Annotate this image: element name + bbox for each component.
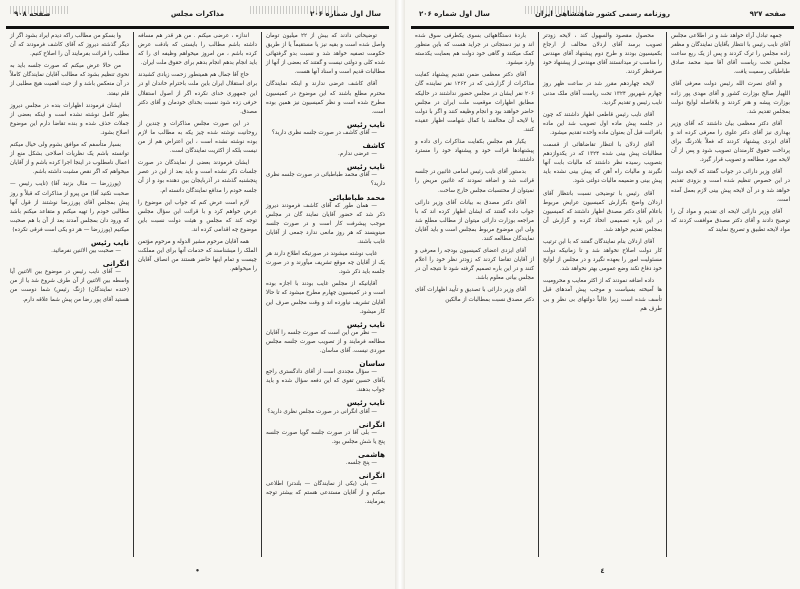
left-columns xyxy=(6,32,389,557)
paragraph: — بلی آقا در صورت جلسه گویا صورت جلسه پنج یا شش مجلس بود. xyxy=(266,429,385,445)
paragraph: — همان طور که آقای کاشف فرمودند دیروز ذکر شد که حضور آقایان نمایند گان در مجلس موجب پیشرفت کار است و در صورت جلسه مینویسند که هر روز مانعی ندارد جمعی از آقایان غایب باشند. xyxy=(266,202,385,245)
paragraph: آقای وزیر دارائی لایحه ای تقدیم و مواد آن را توضیح دادند و آقای دکتر مصدق موافقت کردند که مواد لایحه تطبیق و تصریح نمایند که xyxy=(671,208,790,233)
paragraph: آقای نایب رئیس قاطعی اظهار داشتند که چون در جلسه پیش ماده اول تصویب شد این ماده باقرائت قبل آن بعنوان ماده واحده تقدیم میشود. xyxy=(543,111,662,136)
paragraph: یکبار هم مجلس بکفایت مذاکرات رای داده و پیشنهادها قرائت خود و پیشنهاد خود را مسترد داشتند. xyxy=(415,139,534,164)
speaker-name: نایب رئیس xyxy=(346,162,385,172)
paragraph: (پورزرضا — مثال بزنید آقا) (نایب رئیس — صحبت نکنید آقا) من پیرو از مذاکرات که قبلاً و روز پیش بمجلس آقای پورزرضا نوشتند از قول آنها مطالبی خودم را تهیه میکنم و متقاعد میکنم باشد که ورود دان بمجلس آمدند بعد از آن با هم صحبت میکنیم (پورزرضا — هر دو یکی است فرقی نکرده) xyxy=(10,181,129,233)
right-page xyxy=(405,0,800,589)
text-column xyxy=(411,32,538,557)
speaker-name: نایب رئیس xyxy=(346,319,385,329)
header-rule xyxy=(6,26,389,29)
paragraph: — آقای انگرانی در صورت مجلس نظری دارید؟ xyxy=(267,408,377,415)
paragraph: — آقای محمد طباطبائی در صورت جلسه نظری دارید؟ xyxy=(266,172,385,188)
paragraph: و آقای نصرت الله رئیس دولت معرفی آقای اللهیار صالح بوزارت کشور و آقای مهدی پور زاده بوزارت پیشه و هنر کردند و بلافاصله لوایح دولت بمجلس تقدیم شد. xyxy=(671,81,790,115)
paragraph: آقای ایزدی اعضای کمیسیون بودجه را معرفی و از آقایان تقاضا کردند که زودتر نظر خود را اعلام کنند و در این باره تصمیم گرفته شود تا نتیجه آن در مجلس بیانی معلوم باشد. xyxy=(415,248,534,282)
paragraph: — بلی (یکی از نمایندگان — بلندتر) اطلاعی میکنم و از آقایان مستدعی هستم که بیشتر توجه بفرمایند. xyxy=(266,481,385,506)
speaker-name: انگرانی xyxy=(102,259,129,269)
right-running-head xyxy=(411,10,794,24)
paragraph: — آقای کاشف در صورت جلسه نظری دارید؟ xyxy=(271,129,377,136)
page-folio: ٤ xyxy=(600,567,605,575)
paragraph: بسیار متأسفم که موافق بشوم ولی خیال میکنم توانسته باشم یک نظریات اصلاحی بشکل منع از اعمال نامطلوب در اینجا اجرا کرده باشم و از آقایان میخواهم که اگر نقص مشیت داشته باشم. xyxy=(10,142,129,176)
speaker-name: کاشف xyxy=(362,141,385,151)
speaker-name: محمد طباطبائی xyxy=(329,192,385,202)
issue-number: سال اول شماره ۲۰۶ xyxy=(310,10,381,18)
text-column xyxy=(133,32,261,557)
paragraph: — آقای نایب رئیس در موضوع بین الاثنین آیا واسطه بین الاثنین از آن طرف شروع شد یا از من (خنده نمایندگان) (زنگ رئیس) شما دوست من هستید آقای پور رضا من پیش شما علاقه دارم. xyxy=(10,269,129,303)
speaker-name: ساسان xyxy=(359,359,385,369)
paragraph: غایب نوشته میشوند در صورتیکه اطلاع دارند هر یک از آقایان چه موقع تشریف میآورند و در صورت جلسه باید ذکر شود. xyxy=(266,251,385,276)
paragraph: — پنج جلسه. xyxy=(345,460,377,467)
paragraph: لایحه چهاردهم مقرر شد در ساعت ظهر روز چهارم شهریور ۱۳۲۴ تحت ریاست آقای ملک مدنی نایب رئیس و تقدیم گردید. xyxy=(543,81,662,106)
paragraph: بدستور آقای نایب رئیس اسامی غائبین در جلسه قرائت شد و اضافه نمودند که غائبین مریض را نمیتوان از محتسبات مجلس خارج ساخت. xyxy=(415,169,534,194)
paragraph: لازم است عرض کنم که جواب این موضوع را عرض خواهم کرد و با قرائت این سؤال مجلس توجه کند که مجلس و هیئت دولت نسبت باین موضوع چه اقدامی کرده اند. xyxy=(138,199,257,233)
speaker-name: نایب رئیس xyxy=(90,237,129,247)
text-column xyxy=(666,32,794,557)
paragraph: — عرضی ندارم. xyxy=(338,151,377,158)
paragraph: توضیحاتی دادند که بیش از ۲۲ میلیون تومان واصل شده است و بقیه نیز یا مستقیماً یا از طریق حکومت تصفیه خواهد شد و نسبت بدو گرفتهائی شده کلی و دولتی نیست و گفتند که بعضی از آنها از مطالبات قدیم است و اسناد آنها هست. xyxy=(266,33,385,76)
right-columns xyxy=(411,32,794,557)
paragraph: آقای وزیر دارائی با تصدیق و تأیید اظهارات آقای دکتر مصدق نسبت بمطالبات از مالکین xyxy=(415,287,534,303)
speaker-name: هاشمی xyxy=(358,449,385,459)
left-running-head xyxy=(6,10,389,24)
paragraph: آقای دکتر مصدق به بیانات آقای وزیر دارائی جواب داده گفتند که ایشان اظهار کرده اند که با مراجعه بوزارت دارائی میتوان از مطالب مطلع شد ولی این موضوع مربوط بمجلس است و باید آقایان نمایندگان مطالعه کنند. xyxy=(415,199,534,242)
paragraph: اندازه ، عرضی میکنم . من هر قدر هم مسافه داشته باشم مطالب را بایستی که بادقت عرض کرده باشم ، من امروز میخواهم وظیفه ای را که باید انجام بدهم انجام بدهم برای حقوق ملت ایران. xyxy=(138,33,257,67)
left-page xyxy=(0,0,395,589)
speaker-name: نایب رئیس xyxy=(346,119,385,129)
paragraph: آقای وزیر دارائی در جواب گفتند که لایحه دولت در این خصوص تنظیم شده است و بزودی تقدیم خواهد شد و در آن لایحه پیش بینی لازم بعمل آمده است. xyxy=(671,169,790,203)
page-folio: • xyxy=(195,567,200,575)
paragraph: ایشان فرمودند اظهارات بنده در مجلس دیروز بطور کامل نوشته نشده است و اینکه بعضی از جملات حذف شده و بنده تقاضا دارم این موضوع اصلاح بشود. xyxy=(10,102,129,136)
paragraph: وا بسکو من مطالب راکه دیدم ایراد بشود اگر از دیگر گذشته دیروز که آقای کاشف فرمودند که آن مطلب را قرائت بفرمایند آن را اصلاح کنیم. xyxy=(10,33,129,58)
header-rule xyxy=(411,26,794,29)
paragraph: آقای دکتر معظمی ضمن تقدیم پیشنهاد کفایت مذاکرات از گزارشی که در ۱۲۶۲ نفر نماینده گان ۲۰۶ نفر ایشان در مجلس حضور نداشتند در حالیکه مطابق اظهارات موقعیت ملت ایران در مجلس حاضر خواهند بود و انجام وظیفه کنند و اگر با دولت یا لایحه آن مخالفند با کمال شهامت اظهار عقیده کنند. xyxy=(415,72,534,133)
publication-title: روزنامه رسمی کشور شاهنشاهی ایران xyxy=(535,10,670,18)
paragraph: آقای دکتر معظمی بیان داشتند که آقای وزیر بهداری نیز آقای دکتر علوی را معرفی کرده اند و آقای ایزدی پیشنهاد کردند که فعلاً بلادرنگ برای پرداخت حقوق کارمندان تصویب شود و پس از آن لایحه مورد مطالعه و تصویب قرار گیرد. xyxy=(671,120,790,164)
text-column xyxy=(6,32,133,557)
paragraph: ایشان فرمودند بعضی از نمایندگان در صورت جلسات ذکر نشده است و باید بعد از این در عصر پنجشنبه گذشته در آذربایجان بین دهنده بود و از آن جلسه خودم را مدافع نمایندگان دانسته ام. xyxy=(138,160,257,194)
text-column xyxy=(261,32,389,557)
paragraph: باردهٔ دستگاههائی بسوی یکطرفی سوق شده اند و نیز دستجاتی در جراید هست که باین منظور کمک میکنند و گاهی خود دولت هم بعمایت یکدسته وارد میشود. xyxy=(415,33,534,67)
paragraph: حاج آقا جمال هم همینطور زحمت زیادی کشیدند برای استقلال ایران باین ملت باحترام خاندان او در این جمهوری خدای نکرده اگر از اصول استقلال حرفی زده شود نسبت بخدای خودمان و آقای دکتر مصدق. xyxy=(138,72,257,115)
paragraph: همه آقایان مرحوم مشیر الدوله و مرحوم مؤتمن الملک را میشناسند که خدمات آنها برای این مملکت چیست و تمام اینها حاضر هستند من انصاف آقایان را میخواهم. xyxy=(138,238,257,273)
paragraph: آقای اردلان بنام نمایندگان گفتند که با این ترتیب کار دولت اصلاح نخواهد شد و تا زمانیکه دولت مسئولیت امور را بعهده نگیرد و در مجلس از لوایح خود دفاع نکند وضع عمومی بهتر نخواهد شد. xyxy=(543,238,662,273)
speaker-name: نایب رئیس xyxy=(346,398,385,408)
paragraph: — صحبت بین الاثنین نفرمائید. xyxy=(51,248,121,255)
page-number: صفحه ۹۰۸ xyxy=(14,10,51,18)
paragraph: در این صورت مجلس مذاکرات و چندین از روحانیت نوشته شده چیز یکه به مطالب ما لازم بوده نوشته نشده است ، این اعتراض هم از من نیست بلکه از اکثریت نمایندگان است. xyxy=(138,120,257,155)
paragraph: جمهه تبادل آراء خواهد شد و در اطلاعی مجلس آقای نایب رئیس با انتظار بآقایان نمایندگان و مظفر زاده مجلس را ترک کردند و پس از یک ربع ساعت مجلس تحت ریاست آقای آقا سید محمد صادق طباطبائی رسمیت یافت. xyxy=(671,33,790,76)
paragraph: آقایانیکه از مجلس غایب بودند با اجازه بوده است و در کمیسیون چهارم مطرح میشود که تا حالا آقایان تشریف نیاورده اند و وقت مجلس صرف این کار میشود. xyxy=(266,281,385,315)
paragraph: — سؤال مجددی است از آقای دادگستری راجع بآقای حسین تقوی که این دفعه سؤال شده و باید جواب بدهند. xyxy=(266,369,385,394)
paragraph: آقای کاشف عرضی ندارند و اینکه نمایندگان محترم مطلع باشند که این موضوع در کمیسیون مطرح شده است و نظر کمیسیون نیز همین بوده است. xyxy=(266,81,385,115)
section-title: مذاکرات مجلس xyxy=(170,10,225,18)
paragraph: آقای رئیس با توضیحی نسبت بانتظار آقای اردلان واضح بگزارش کمیسیون عرایض مربوط باعلام آقای دکتر مصدق اظهار داشتند که کمیسیون در این باره تصمیمی اتخاذ کرده و گزارش آن بمجلس تقدیم خواهد شد. xyxy=(543,190,662,233)
page-number: صفحه ۹۲۷ xyxy=(749,10,786,18)
issue-number: سال اول شماره ۲۰۶ xyxy=(419,10,490,18)
page-gutter xyxy=(395,0,405,589)
text-column xyxy=(538,32,666,557)
paragraph: داده اضافه نمودند که از اکثر معایب و محرومیت ها آمیخته بسیاست و موجب پیش آمدهای قبل تأسف شده است زیرا غالباً دولتهای بی نظر و بی طرف هم xyxy=(543,278,662,312)
paragraph: — نظر من این است که صورت جلسه را آقایان مطالعه فرمایند و از تصویب صورت جلسه مجلس موردی نیست. آقای ساسان. xyxy=(266,329,385,354)
speaker-name: انگرانی xyxy=(358,419,385,429)
speaker-name: انگرانی xyxy=(358,471,385,481)
paragraph: من حالا عرض میکنم که صورت جلسه باید به نحوی تنظیم بشود که مطالب آقایان نمایندگان کاملاً در آن منعکس باشد و از حیث اهمیت هیچ مطلبی از قلم نیفتد. xyxy=(10,63,129,97)
paragraph: آقای اردلان با انتظار تقاضاهائی از قسمت مطالبات پیش بینی شده ۱۳۲۴ که در یکدوازدهم بتصویب رسیده نظر داشتند که مالیات بابت آنها نگیرند و مالیات راه آهن که پیش بینی نشده باید پیش بینی و ضمیمه مالیات دولتی شود. xyxy=(543,142,662,185)
paragraph: محصول مقصود والسهول کند ، لایحه زودتر تصویب برسد آقای اردلان مخالف از ارجاع بکمیسیون بودند و طرح دوم پیشنهاد آقای مهندس را مناسب تر میدانستند آقای مهندس از پیشنهاد خود صرفنظر کردند. xyxy=(543,33,662,76)
